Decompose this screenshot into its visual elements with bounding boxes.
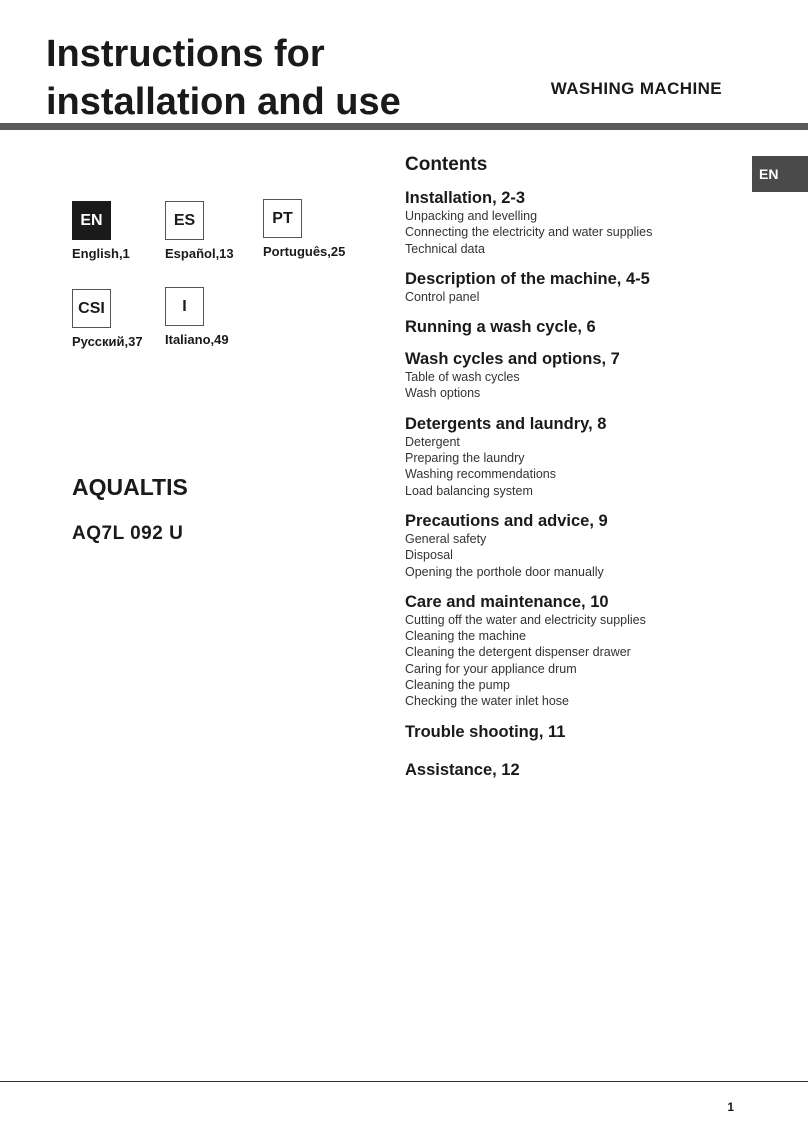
section-item[interactable]: Opening the porthole door manually	[405, 564, 604, 579]
section-item[interactable]: Detergent	[405, 434, 460, 449]
section-title[interactable]: Precautions and advice, 9	[405, 511, 608, 530]
section-title[interactable]: Assistance, 12	[405, 760, 520, 779]
language-label: Italiano,49	[165, 332, 229, 347]
header-divider	[0, 123, 808, 130]
section-item[interactable]: Wash options	[405, 386, 481, 401]
section-item[interactable]: Preparing the laundry	[405, 451, 525, 466]
language-code-box: EN	[72, 201, 111, 240]
section-item[interactable]: Load balancing system	[405, 483, 533, 498]
section-item[interactable]: Table of wash cycles	[405, 370, 520, 385]
document-type: WASHING MACHINE	[550, 79, 722, 98]
section-item[interactable]: Cleaning the pump	[405, 678, 510, 693]
section-item[interactable]: Cleaning the detergent dispenser drawer	[405, 645, 631, 660]
contents-section-running	[405, 317, 745, 337]
language-code-box: ES	[165, 201, 204, 240]
language-code-box: CSI	[72, 289, 111, 328]
language-en[interactable]	[72, 201, 130, 261]
section-title[interactable]: Running a wash cycle, 6	[405, 318, 596, 337]
contents-section-detergents	[405, 414, 745, 499]
section-item[interactable]: Disposal	[405, 548, 453, 563]
title-line-1: Instructions for	[46, 33, 325, 75]
page-title	[46, 30, 401, 126]
language-label: English,1	[72, 246, 130, 261]
section-title[interactable]: Wash cycles and options, 7	[405, 350, 620, 369]
contents-section-assistance	[405, 760, 745, 780]
contents-section-installation	[405, 188, 745, 257]
contents-section-care	[405, 592, 745, 710]
language-code-box: I	[165, 287, 204, 326]
section-item[interactable]: Connecting the electricity and water supplies	[405, 225, 653, 240]
section-title[interactable]: Installation, 2-3	[405, 189, 526, 207]
section-title[interactable]: Description of the machine, 4-5	[405, 269, 650, 288]
language-pt[interactable]	[263, 199, 346, 259]
language-side-tab: EN	[752, 156, 808, 192]
language-label: Português,25	[263, 244, 346, 259]
language-label: Русский,37	[72, 334, 143, 349]
contents-section-wash-cycles	[405, 349, 745, 402]
product-model: AQ7L 092 U	[72, 523, 184, 544]
language-label: Español,13	[165, 246, 234, 261]
product-brand: AQUALTIS	[72, 474, 188, 500]
section-item[interactable]: Technical data	[405, 241, 485, 256]
section-title[interactable]: Care and maintenance, 10	[405, 592, 609, 611]
title-line-2: installation and use	[46, 81, 401, 123]
page-number: 1	[727, 1100, 734, 1114]
section-item[interactable]: Checking the water inlet hose	[405, 694, 569, 709]
contents-section-precautions	[405, 511, 745, 580]
section-item[interactable]: Cutting off the water and electricity supplies	[405, 612, 646, 627]
section-item[interactable]: Unpacking and levelling	[405, 209, 538, 223]
footer-divider	[0, 1081, 808, 1082]
language-csi[interactable]	[72, 289, 143, 349]
section-item[interactable]: Cleaning the machine	[405, 629, 526, 644]
section-item[interactable]: Washing recommendations	[405, 467, 556, 482]
contents-heading: Contents	[405, 154, 488, 175]
language-code-box: PT	[263, 199, 302, 238]
contents-section-description	[405, 269, 745, 305]
contents-section-trouble-shooting	[405, 722, 745, 742]
section-title[interactable]: Trouble shooting, 11	[405, 722, 566, 741]
section-item[interactable]: General safety	[405, 531, 487, 546]
language-i[interactable]	[165, 287, 229, 347]
section-item[interactable]: Control panel	[405, 289, 480, 304]
table-of-contents	[405, 154, 745, 792]
language-es[interactable]	[165, 201, 234, 261]
section-title[interactable]: Detergents and laundry, 8	[405, 414, 607, 433]
section-item[interactable]: Caring for your appliance drum	[405, 661, 577, 676]
